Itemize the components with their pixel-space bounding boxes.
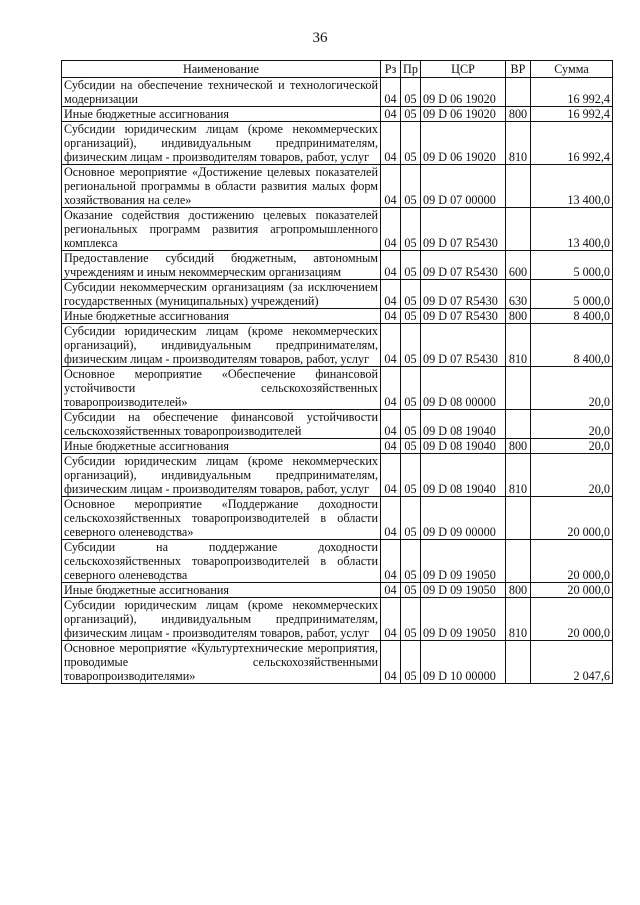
row-rz: 04 [381, 324, 401, 367]
row-vr: 800 [506, 107, 531, 122]
table-body [62, 78, 613, 684]
row-csr: 09 D 08 19040 [421, 454, 506, 497]
row-csr: 09 D 07 R5430 [421, 251, 506, 280]
row-name: Субсидии юридическим лицам (кроме некоммерческих организаций), индивидуальным предпринимателям, физическим лицам - производителям товаров, работ, услуг [62, 324, 381, 367]
row-csr: 09 D 06 19020 [421, 107, 506, 122]
table-row [62, 208, 613, 251]
row-vr: 800 [506, 439, 531, 454]
row-sum: 20,0 [531, 454, 613, 497]
row-vr: 810 [506, 122, 531, 165]
row-pr: 05 [401, 439, 421, 454]
row-rz: 04 [381, 598, 401, 641]
row-rz: 04 [381, 107, 401, 122]
row-csr: 09 D 09 00000 [421, 497, 506, 540]
row-sum: 20 000,0 [531, 540, 613, 583]
row-vr [506, 367, 531, 410]
header-vr: ВР [506, 61, 531, 78]
row-vr [506, 641, 531, 684]
row-name: Субсидии юридическим лицам (кроме некоммерческих организаций), индивидуальным предпринимателям, физическим лицам - производителям товаров, работ, услуг [62, 598, 381, 641]
row-name: Субсидии юридическим лицам (кроме некоммерческих организаций), индивидуальным предпринимателям, физическим лицам - производителям товаров, работ, услуг [62, 454, 381, 497]
row-csr: 09 D 09 19050 [421, 583, 506, 598]
table-row [62, 78, 613, 107]
row-vr: 810 [506, 454, 531, 497]
row-pr: 05 [401, 641, 421, 684]
row-name: Основное мероприятие «Обеспечение финансовой устойчивости сельскохозяйственных товаропроизводителей» [62, 367, 381, 410]
table-row [62, 598, 613, 641]
table-header [62, 61, 613, 78]
row-csr: 09 D 06 19020 [421, 78, 506, 107]
row-vr [506, 208, 531, 251]
row-rz: 04 [381, 410, 401, 439]
row-vr: 800 [506, 583, 531, 598]
row-csr: 09 D 08 19040 [421, 439, 506, 454]
row-rz: 04 [381, 641, 401, 684]
row-sum: 20,0 [531, 439, 613, 454]
table-row [62, 107, 613, 122]
row-csr: 09 D 07 R5430 [421, 280, 506, 309]
table-row [62, 454, 613, 497]
row-rz: 04 [381, 208, 401, 251]
row-name: Основное мероприятие «Культуртехнические мероприятия, проводимые сельскохозяйственными товаропроизводителями» [62, 641, 381, 684]
row-rz: 04 [381, 367, 401, 410]
row-rz: 04 [381, 309, 401, 324]
table-row [62, 439, 613, 454]
table-row [62, 583, 613, 598]
row-sum: 20 000,0 [531, 497, 613, 540]
row-vr [506, 165, 531, 208]
row-rz: 04 [381, 540, 401, 583]
table-row [62, 324, 613, 367]
row-rz: 04 [381, 122, 401, 165]
row-name: Субсидии на поддержание доходности сельскохозяйственных товаропроизводителей в области северного оленеводства [62, 540, 381, 583]
row-name: Иные бюджетные ассигнования [62, 309, 381, 324]
row-pr: 05 [401, 309, 421, 324]
table-row [62, 410, 613, 439]
row-name: Основное мероприятие «Достижение целевых показателей региональной программы в области развития малых форм хозяйствования на селе» [62, 165, 381, 208]
row-vr [506, 410, 531, 439]
row-sum: 16 992,4 [531, 107, 613, 122]
row-pr: 05 [401, 107, 421, 122]
header-sum: Сумма [531, 61, 613, 78]
row-name: Иные бюджетные ассигнования [62, 107, 381, 122]
row-sum: 20,0 [531, 367, 613, 410]
row-pr: 05 [401, 165, 421, 208]
table-row [62, 540, 613, 583]
row-sum: 16 992,4 [531, 78, 613, 107]
row-name: Субсидии некоммерческим организациям (за исключением государственных (муниципальных) учреждений) [62, 280, 381, 309]
row-csr: 09 D 08 00000 [421, 367, 506, 410]
row-sum: 20,0 [531, 410, 613, 439]
table-row [62, 251, 613, 280]
row-sum: 2 047,6 [531, 641, 613, 684]
row-pr: 05 [401, 78, 421, 107]
row-csr: 09 D 10 00000 [421, 641, 506, 684]
row-csr: 09 D 08 19040 [421, 410, 506, 439]
row-name: Субсидии на обеспечение технической и технологической модернизации [62, 78, 381, 107]
row-pr: 05 [401, 122, 421, 165]
budget-table [61, 60, 613, 684]
row-sum: 13 400,0 [531, 208, 613, 251]
row-name: Иные бюджетные ассигнования [62, 583, 381, 598]
row-rz: 04 [381, 454, 401, 497]
row-csr: 09 D 09 19050 [421, 598, 506, 641]
row-vr [506, 540, 531, 583]
row-sum: 20 000,0 [531, 598, 613, 641]
row-pr: 05 [401, 497, 421, 540]
page-number: 36 [312, 30, 328, 46]
row-sum: 13 400,0 [531, 165, 613, 208]
header-row [62, 61, 613, 78]
row-csr: 09 D 07 R5430 [421, 324, 506, 367]
header-csr: ЦСР [421, 61, 506, 78]
row-rz: 04 [381, 78, 401, 107]
table-row [62, 497, 613, 540]
row-vr: 800 [506, 309, 531, 324]
row-csr: 09 D 07 R5430 [421, 208, 506, 251]
row-sum: 20 000,0 [531, 583, 613, 598]
row-pr: 05 [401, 280, 421, 309]
row-name: Субсидии на обеспечение финансовой устойчивости сельскохозяйственных товаропроизводителей [62, 410, 381, 439]
row-csr: 09 D 06 19020 [421, 122, 506, 165]
row-sum: 8 400,0 [531, 324, 613, 367]
row-vr: 600 [506, 251, 531, 280]
row-rz: 04 [381, 583, 401, 598]
row-pr: 05 [401, 410, 421, 439]
row-rz: 04 [381, 497, 401, 540]
row-name: Основное мероприятие «Поддержание доходности сельскохозяйственных товаропроизводителей в области северного оленеводства» [62, 497, 381, 540]
row-pr: 05 [401, 367, 421, 410]
row-csr: 09 D 09 19050 [421, 540, 506, 583]
row-vr [506, 78, 531, 107]
table-row [62, 165, 613, 208]
row-name: Предоставление субсидий бюджетным, автономным учреждениям и иным некоммерческим организациям [62, 251, 381, 280]
row-vr: 630 [506, 280, 531, 309]
header-rz: Рз [381, 61, 401, 78]
row-pr: 05 [401, 454, 421, 497]
row-csr: 09 D 07 00000 [421, 165, 506, 208]
row-name: Оказание содействия достижению целевых показателей региональных программ развития агропромышленного комплекса [62, 208, 381, 251]
row-csr: 09 D 07 R5430 [421, 309, 506, 324]
row-rz: 04 [381, 439, 401, 454]
row-rz: 04 [381, 165, 401, 208]
header-name: Наименование [62, 61, 381, 78]
row-pr: 05 [401, 324, 421, 367]
row-pr: 05 [401, 598, 421, 641]
row-pr: 05 [401, 583, 421, 598]
table-row [62, 367, 613, 410]
row-pr: 05 [401, 208, 421, 251]
row-pr: 05 [401, 540, 421, 583]
row-sum: 5 000,0 [531, 251, 613, 280]
row-sum: 16 992,4 [531, 122, 613, 165]
row-sum: 8 400,0 [531, 309, 613, 324]
table-row [62, 122, 613, 165]
header-pr: Пр [401, 61, 421, 78]
row-vr: 810 [506, 324, 531, 367]
table-row [62, 641, 613, 684]
row-sum: 5 000,0 [531, 280, 613, 309]
row-vr: 810 [506, 598, 531, 641]
row-vr [506, 497, 531, 540]
table-row [62, 280, 613, 309]
table-row [62, 309, 613, 324]
row-name: Субсидии юридическим лицам (кроме некоммерческих организаций), индивидуальным предпринимателям, физическим лицам - производителям товаров, работ, услуг [62, 122, 381, 165]
row-name: Иные бюджетные ассигнования [62, 439, 381, 454]
row-rz: 04 [381, 280, 401, 309]
row-rz: 04 [381, 251, 401, 280]
row-pr: 05 [401, 251, 421, 280]
